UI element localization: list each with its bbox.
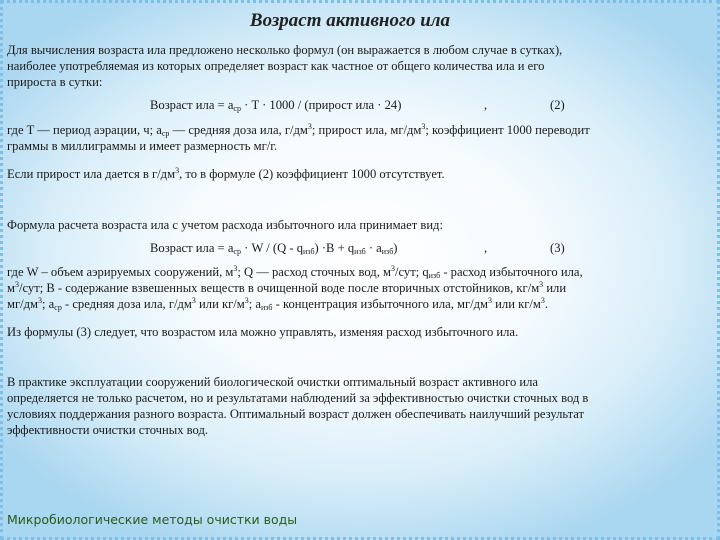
explanation-line: где T — период аэрации, ч; $а_{ср}$ — средняя доза ила, $г/дм^3$; прирост ила, $мг/дм^3$; коэффициент 1000 переводит [7, 122, 590, 138]
practice-line: эффективности очистки сточных вод. [7, 423, 209, 437]
intro-line: прироста в сутки: [7, 75, 103, 89]
formula-3-intro: Формула расчета возраста ила с учетом расхода избыточного ила принимает вид: [7, 218, 443, 232]
formula-3-comma: , [484, 241, 488, 255]
formula-3: Возраст ила = $а_{ср} \cdot W / (Q - q_{изб}) \cdot B + q_{изб} \cdot а_{изб}$) [150, 241, 398, 256]
explanation-line: граммы в миллиграммы и имеет размерность мг/г. [7, 139, 278, 153]
formula-3-conclusion: Из формулы (3) следует, что возрастом ила можно управлять, изменяя расход избыточного ила. [7, 325, 519, 339]
explanation-line: где W – объем аэрируемых сооружений, $м^3$; Q — расход сточных вод, $м^3$/сут; $q_{изб}$ - расход избыточного ила, [7, 264, 583, 280]
formula-3-explanation [7, 264, 707, 312]
slide-title: Возраст активного ила [249, 10, 451, 31]
formula-2-comma: , [484, 98, 488, 112]
explanation-line: $мг/дм^3$; $а_{ср}$ - средняя доза ила, $г/дм^3$ или $кг/м^3$; $а_{изб}$ - концентрация избыточного ила, $мг/дм^3$ или $кг/м^3$. [7, 296, 548, 312]
footer-caption: Микробиологические методы очистки воды [7, 512, 298, 527]
formula-2-number: (2) [550, 98, 565, 112]
formula-2-note: Если прирост ила дается в $г/дм^3$, то в формуле (2) коэффициент 1000 отсутствует. [7, 166, 445, 181]
practice-line: определяется не только расчетом, но и результатами наблюдений за эффективностью очистки сточных вод в [7, 391, 589, 405]
formula-3-number: (3) [550, 241, 565, 255]
formula-2: Возраст ила = $а_{ср} \cdot T \cdot 1000$ / (прирост ила · 24) [150, 98, 402, 113]
practice-paragraph [7, 374, 707, 438]
practice-line: В практике эксплуатации сооружений биологической очистки оптимальный возраст активного ила [7, 375, 539, 389]
intro-line: наиболее употребляемая из которых определяет возраст как частное от общего количества ила и его [7, 59, 545, 73]
formula-2-explanation [7, 122, 707, 154]
intro-line: Для вычисления возраста ила предложено несколько формул (он выражается в любом случае в сутках), [7, 43, 563, 57]
practice-line: условиях поддержания разного возраста. Оптимальный возраст должен обеспечивать наилучший результат [7, 407, 585, 421]
explanation-line: $м^3$/сут; В - содержание взвешенных веществ в очищенной воде после вторичных отстойников, $кг/м^3$ или [7, 280, 567, 295]
intro-paragraph [7, 42, 707, 90]
